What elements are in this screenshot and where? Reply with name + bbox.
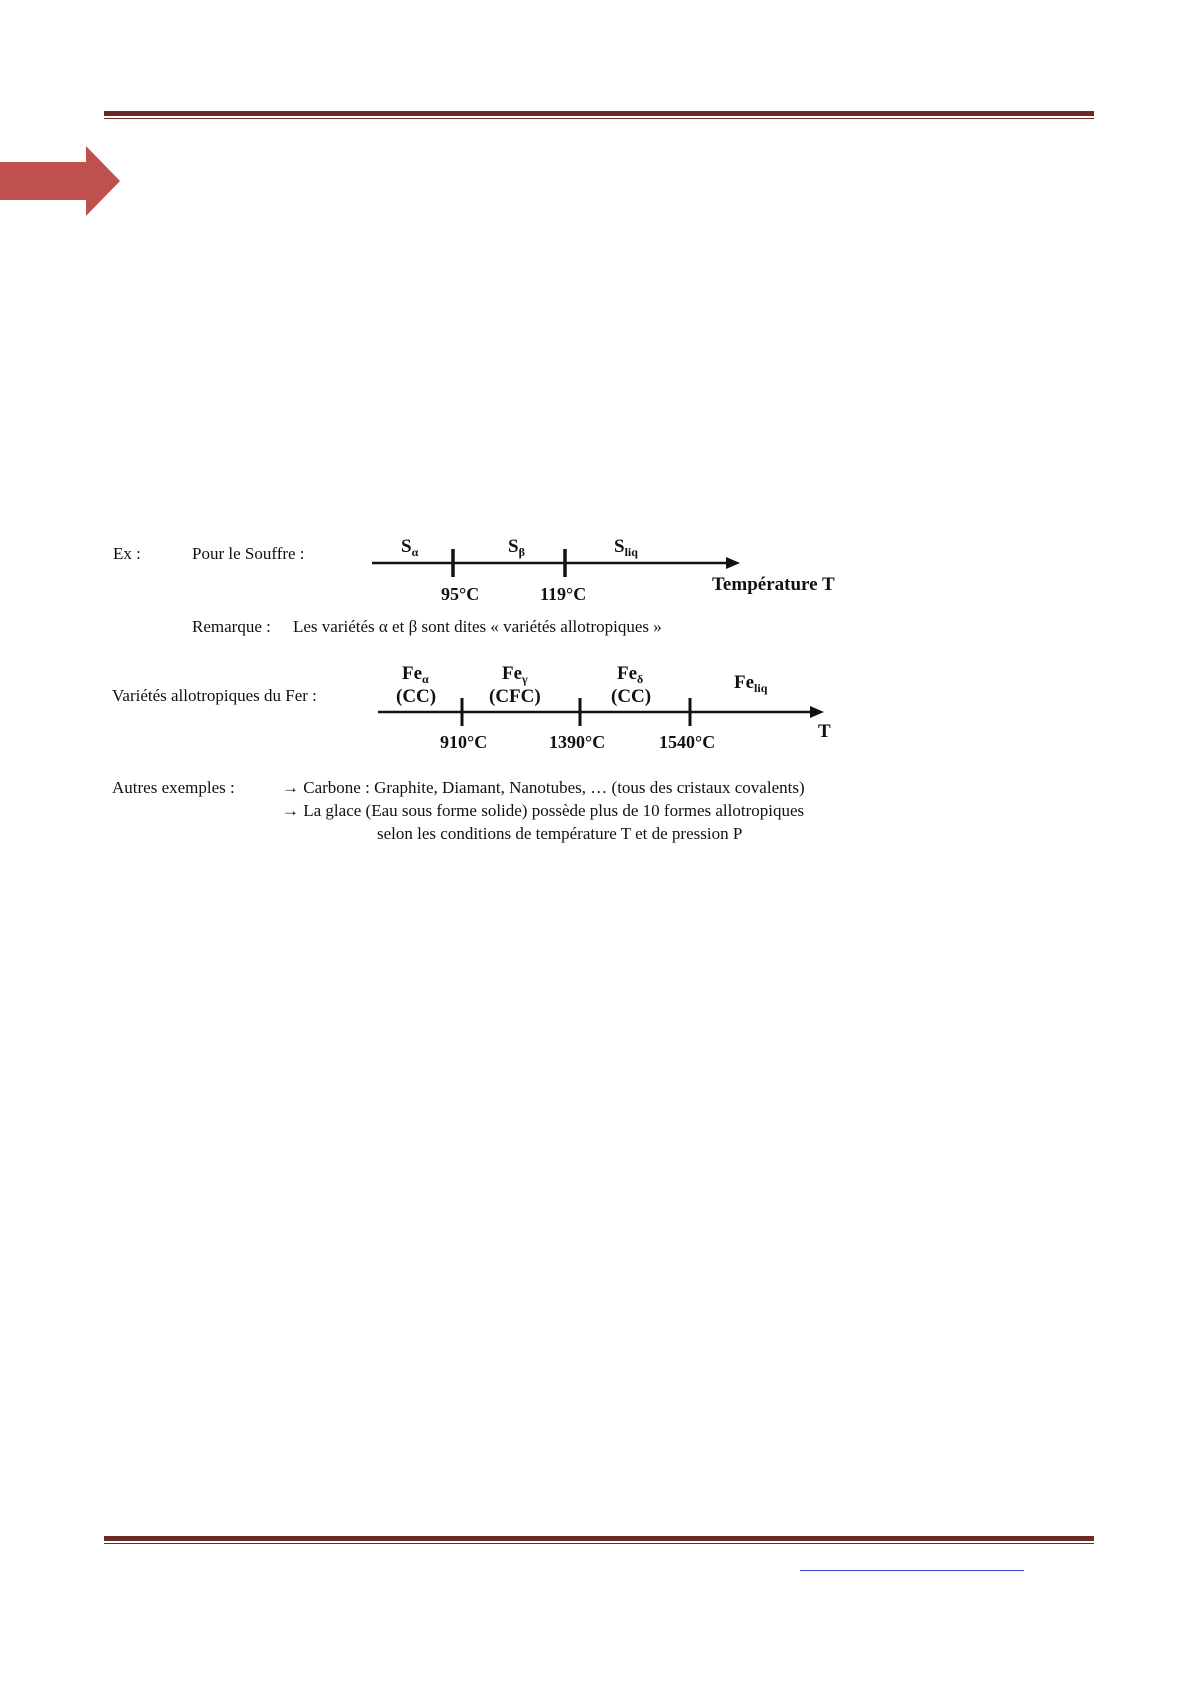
iron-phase-liquid: $Fe_{liq}$ bbox=[734, 672, 768, 695]
sulfur-title: Pour le Souffre : bbox=[192, 544, 305, 563]
sulfur-axis bbox=[372, 536, 835, 604]
iron-phase-delta-structure: (CC) bbox=[611, 686, 652, 707]
sulfur-phase-alpha: $S_\alpha$ bbox=[401, 536, 419, 559]
iron-label: Variétés allotropiques du Fer : bbox=[112, 686, 317, 705]
iron-phase-alpha-structure: (CC) bbox=[396, 686, 437, 707]
sulfur-temp-119: 119°C bbox=[540, 584, 587, 604]
iron-axis-label: T bbox=[818, 721, 831, 742]
footer-link[interactable] bbox=[800, 1570, 1024, 1571]
sulfur-temp-95: 95°C bbox=[441, 584, 480, 604]
iron-phase-gamma-structure: (CFC) bbox=[489, 686, 541, 707]
footer-rule bbox=[104, 1536, 1094, 1544]
remark-label: Remarque : bbox=[192, 617, 271, 636]
others-carbon-line: → Carbone : Graphite, Diamant, Nanotubes, … (tous des cristaux covalents) bbox=[282, 778, 805, 797]
iron-temp-910: 910°C bbox=[440, 732, 488, 752]
others-label: Autres exemples : bbox=[112, 778, 235, 797]
iron-axis-arrowhead bbox=[810, 706, 824, 718]
others-ice-line: → La glace (Eau sous forme solide) possède plus de 10 formes allotropiques bbox=[282, 801, 805, 820]
sulfur-phase-liquid: $S_{liq}$ bbox=[614, 536, 638, 559]
iron-temp-1540: 1540°C bbox=[659, 732, 716, 752]
iron-axis bbox=[378, 663, 831, 752]
example-label: Ex : bbox=[113, 544, 141, 563]
iron-temp-1390: 1390°C bbox=[549, 732, 606, 752]
iron-phase-alpha: $Fe_\alpha$ bbox=[402, 663, 429, 686]
sulfur-phase-beta: $S_\beta$ bbox=[508, 536, 525, 559]
remark-text: Les variétés α et β sont dites « variétés allotropiques » bbox=[293, 617, 662, 636]
sulfur-axis-arrowhead bbox=[726, 557, 740, 569]
iron-phase-delta: $Fe_\delta$ bbox=[617, 663, 644, 686]
iron-phase-gamma: $Fe_\gamma$ bbox=[502, 663, 528, 686]
sulfur-axis-label: Température T bbox=[712, 574, 835, 595]
others-ice-line-cont: selon les conditions de température T et de pression P bbox=[377, 824, 743, 843]
